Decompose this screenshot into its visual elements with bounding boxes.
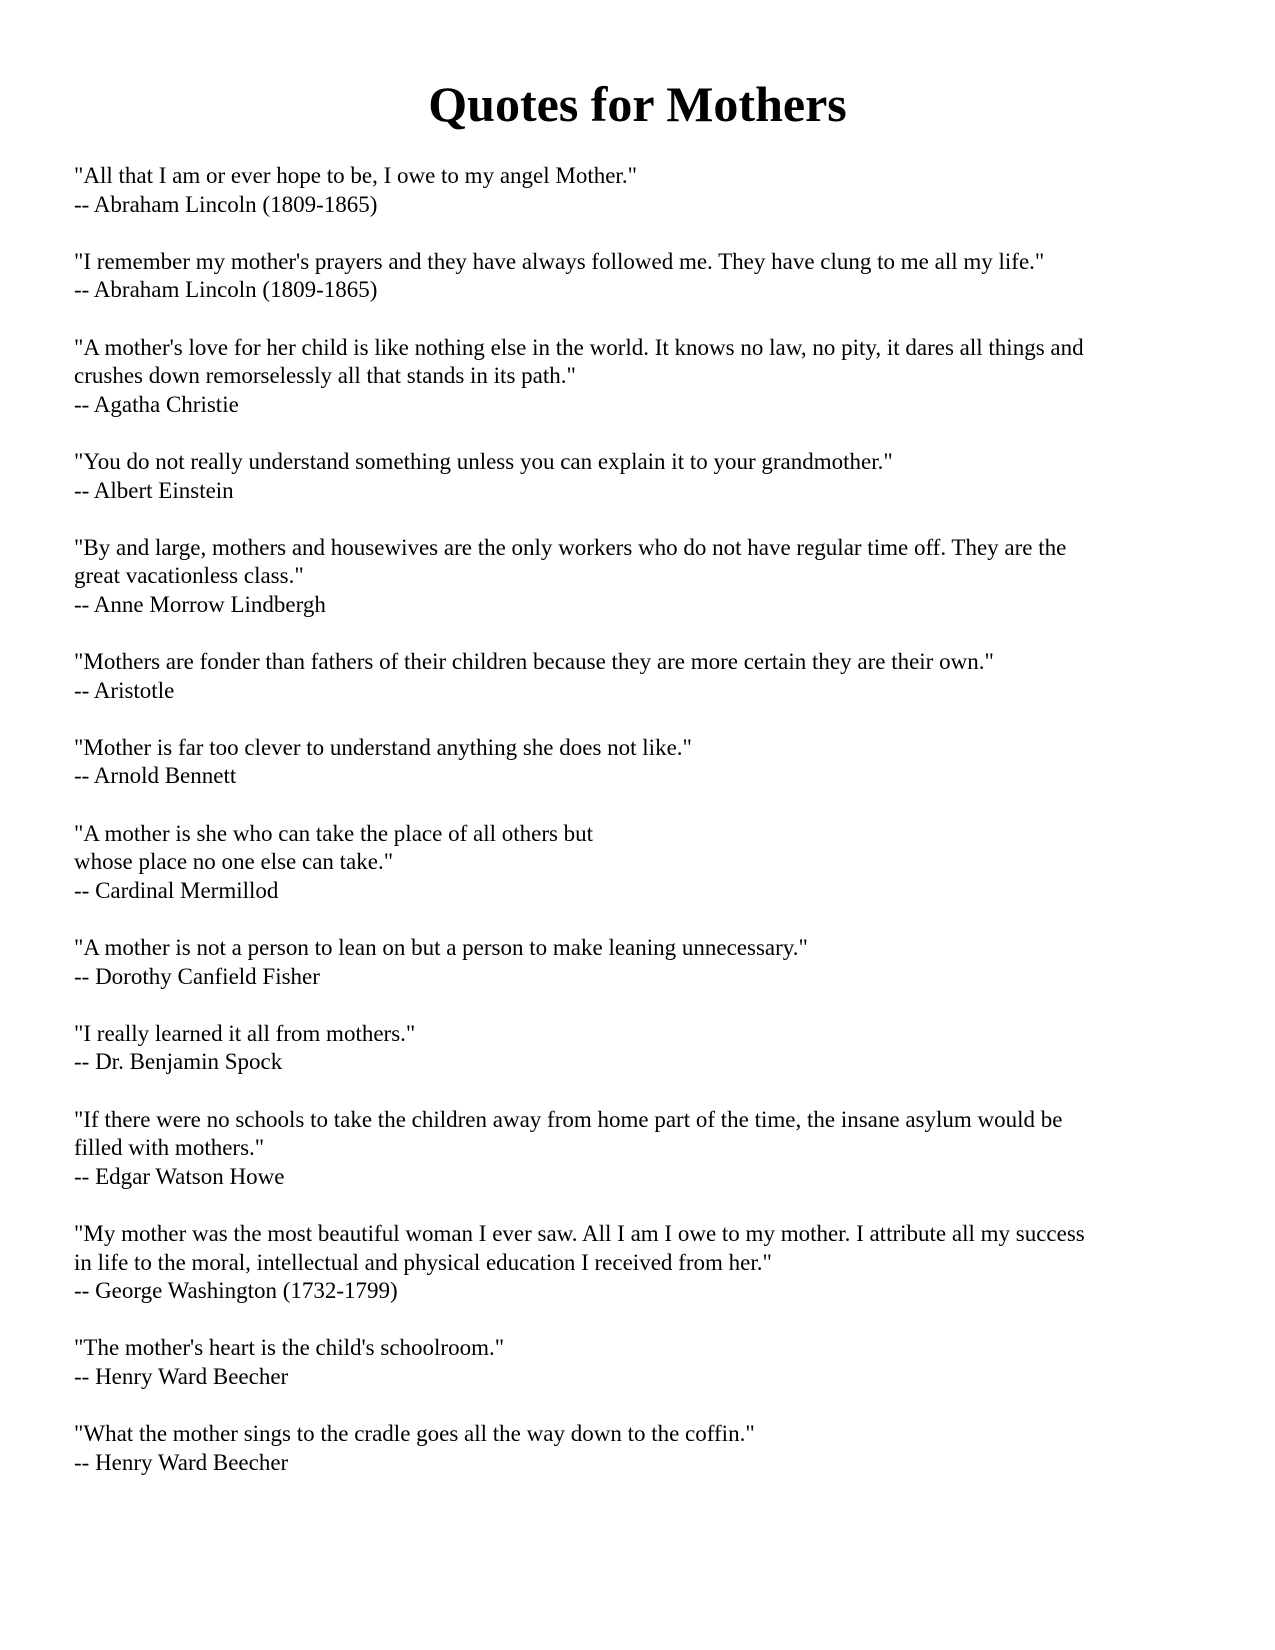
quote-text: "A mother is she who can take the place of all others but [74, 820, 594, 846]
quote-author: -- Abraham Lincoln (1809-1865) [74, 277, 378, 303]
quote-block [74, 1020, 1214, 1077]
quote-block [74, 820, 1214, 906]
quote-text: "Mother is far too clever to understand anything she does not like." [74, 734, 692, 760]
quote-author: -- Dr. Benjamin Spock [74, 1049, 283, 1075]
quote-block [74, 448, 1214, 505]
quote-block [74, 734, 1214, 791]
quote-author: -- Abraham Lincoln (1809-1865) [74, 191, 378, 217]
quote-block [74, 534, 1214, 620]
quote-block [74, 648, 1214, 705]
quote-text: "By and large, mothers and housewives are the only workers who do not have regular time off. They are the [74, 534, 1067, 560]
quote-block [74, 1420, 1214, 1477]
quote-text: "If there were no schools to take the children away from home part of the time, the insane asylum would be [74, 1106, 1063, 1132]
quote-text: "What the mother sings to the cradle goes all the way down to the coffin." [74, 1421, 755, 1447]
quote-text: "Mothers are fonder than fathers of their children because they are more certain they are their own." [74, 649, 994, 675]
quote-list [74, 162, 1214, 1506]
quote-author: -- Dorothy Canfield Fisher [74, 963, 320, 989]
quote-text: filled with mothers." [74, 1135, 265, 1161]
quote-text: "I remember my mother's prayers and they have always followed me. They have clung to me all my life." [74, 248, 1045, 274]
quote-text: great vacationless class." [74, 563, 304, 589]
quote-author: -- Cardinal Mermillod [74, 877, 279, 903]
quote-text: "My mother was the most beautiful woman I ever saw. All I am I owe to my mother. I attribute all my success [74, 1220, 1085, 1246]
quote-block [74, 934, 1214, 991]
quote-author: -- George Washington (1732-1799) [74, 1278, 398, 1304]
quote-block [74, 1334, 1214, 1391]
quote-author: -- Henry Ward Beecher [74, 1449, 289, 1475]
quote-text: whose place no one else can take." [74, 849, 394, 875]
quote-text: in life to the moral, intellectual and physical education I received from her." [74, 1249, 772, 1275]
quote-author: -- Agatha Christie [74, 391, 239, 417]
quote-block [74, 1220, 1214, 1306]
quote-author: -- Albert Einstein [74, 477, 234, 503]
quote-text: "All that I am or ever hope to be, I owe to my angel Mother." [74, 163, 637, 188]
quote-author: -- Anne Morrow Lindbergh [74, 591, 326, 617]
page-title: Quotes for Mothers [428, 76, 847, 132]
quote-block [74, 1106, 1214, 1192]
quote-author: -- Arnold Bennett [74, 763, 237, 789]
quote-author: -- Edgar Watson Howe [74, 1163, 285, 1189]
quote-text: "A mother is not a person to lean on but a person to make leaning unnecessary." [74, 935, 808, 961]
quote-block [74, 334, 1214, 420]
quote-text: "You do not really understand something unless you can explain it to your grandmother." [74, 448, 893, 474]
quote-block [74, 162, 1214, 219]
quote-text: crushes down remorselessly all that stands in its path." [74, 363, 576, 389]
quote-text: "I really learned it all from mothers." [74, 1020, 416, 1046]
quote-author: -- Aristotle [74, 677, 175, 703]
quote-author: -- Henry Ward Beecher [74, 1363, 289, 1389]
quote-text: "The mother's heart is the child's schoolroom." [74, 1335, 505, 1361]
quote-block [74, 248, 1214, 305]
quote-text: "A mother's love for her child is like nothing else in the world. It knows no law, no pity, it dares all things and [74, 334, 1084, 360]
